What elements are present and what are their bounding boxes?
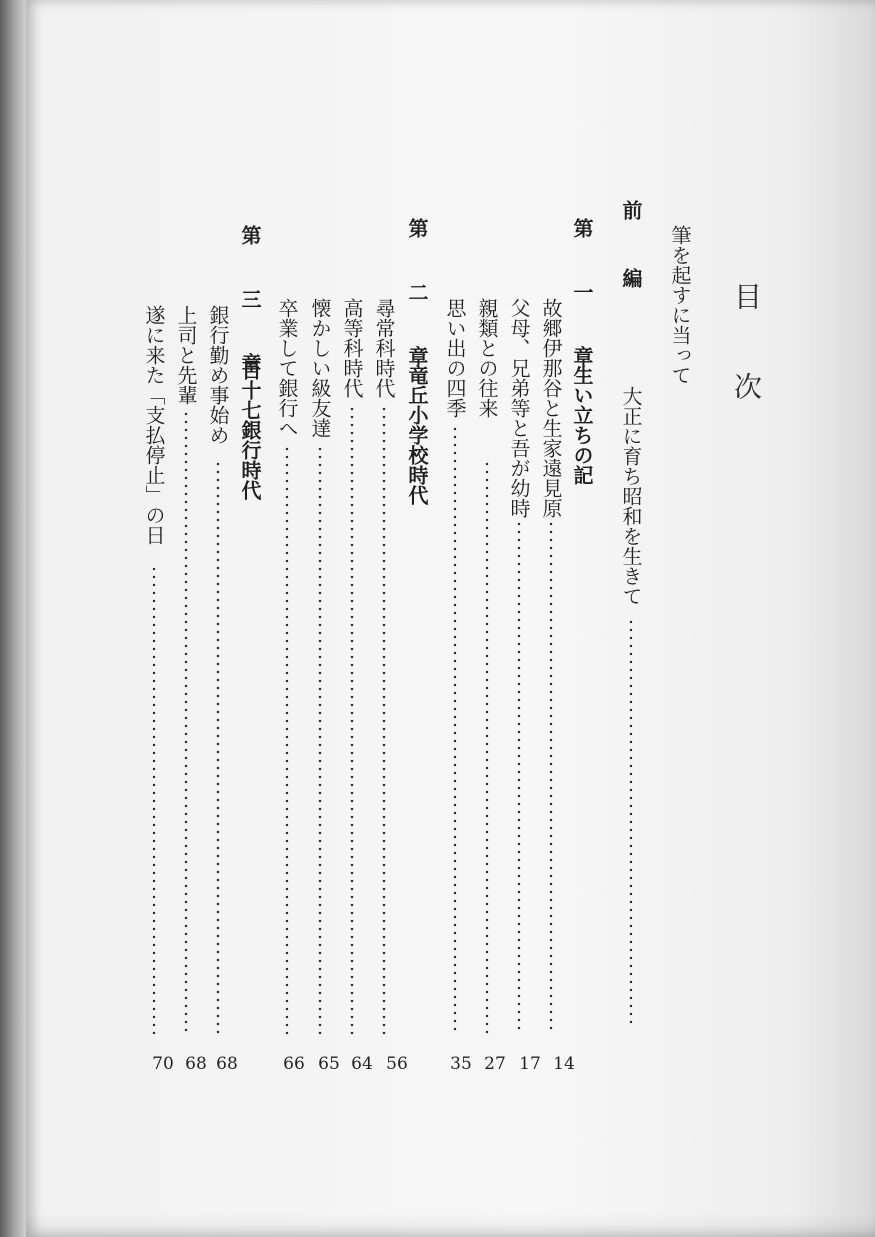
chapter-2-label: 第 二 章	[405, 218, 429, 378]
page-number-3-2: 68	[185, 1054, 207, 1074]
page-number-2-4: 66	[283, 1054, 305, 1074]
page-bottom-edge	[26, 1213, 875, 1237]
toc-entry-1-2: 父母、兄弟等と吾が幼時	[507, 298, 531, 518]
part-title-leader	[629, 618, 633, 1026]
leader-1-3	[485, 460, 489, 1034]
toc-entry-1-1: 故郷伊那谷と生家遠見原	[539, 298, 563, 518]
foreword-entry: 筆を起すに当って	[668, 225, 692, 385]
toc-entry-3-1: 銀行勤め事始め	[206, 305, 230, 445]
leader-1-4	[453, 425, 457, 1034]
toc-entry-1-3: 親類との往来	[475, 298, 499, 418]
leader-3-3	[152, 565, 156, 1034]
leader-1-2	[517, 520, 521, 1034]
toc-title: 目次	[730, 282, 763, 462]
leader-3-1	[216, 460, 220, 1034]
page-number-1-3: 27	[484, 1054, 506, 1074]
leader-2-3	[318, 445, 322, 1034]
toc-entry-2-2: 高等科時代	[340, 298, 364, 398]
toc-entry-1-4: 思い出の四季	[443, 298, 467, 418]
page-number-2-3: 65	[318, 1054, 340, 1074]
leader-2-4	[285, 445, 289, 1034]
chapter-1-label: 第 一 章	[570, 218, 594, 378]
page-number-1-1: 14	[553, 1054, 575, 1074]
page-number-2-2: 64	[351, 1054, 373, 1074]
part-label: 前 編	[619, 200, 643, 302]
leader-2-2	[350, 405, 354, 1034]
toc-entry-3-2: 上司と先輩	[174, 305, 198, 405]
chapter-2-title: 竜丘小学校時代	[405, 365, 429, 505]
leader-3-2	[184, 410, 188, 1034]
leader-2-1	[382, 405, 386, 1034]
page-number-2-1: 56	[386, 1054, 408, 1074]
page-number-1-2: 17	[519, 1054, 541, 1074]
chapter-1-title: 生い立ちの記	[570, 365, 594, 485]
page-number-3-3: 70	[152, 1054, 174, 1074]
page-number-1-4: 35	[450, 1054, 472, 1074]
leader-1-1	[549, 520, 553, 1034]
toc-entry-3-3: 遂に来た「支払停止」の日	[142, 305, 166, 545]
book-spine-shadow	[0, 0, 26, 1237]
page-number-3-1: 68	[216, 1054, 238, 1074]
chapter-3-title: 百十七銀行時代	[238, 360, 262, 500]
toc-entry-2-1: 尋常科時代	[372, 298, 396, 398]
chapter-3-label: 第 三 章	[238, 225, 262, 385]
part-title: 大正に育ち昭和を生きて	[619, 386, 643, 606]
toc-entry-2-3: 懐かしい級友達	[308, 298, 332, 438]
toc-entry-2-4: 卒業して銀行へ	[275, 298, 299, 438]
